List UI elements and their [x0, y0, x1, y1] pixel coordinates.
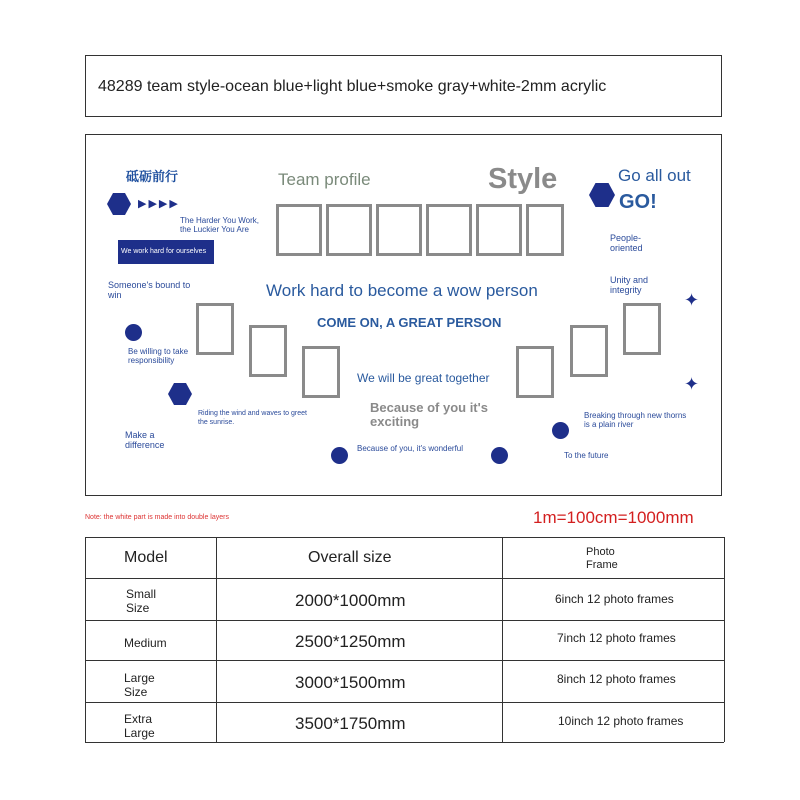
row-frame: 8inch 12 photo frames: [557, 672, 676, 686]
row-model: Large Size: [124, 671, 155, 699]
photo-frame: [476, 204, 522, 256]
team-profile-heading: Team profile: [278, 170, 371, 189]
work-hard-ourselves-banner: We work hard for ourselves: [118, 240, 214, 264]
style-heading: Style: [488, 163, 558, 195]
photo-frame: [326, 204, 372, 256]
circle-icon: [491, 447, 508, 464]
circle-icon: [331, 447, 348, 464]
people-oriented-text: People-oriented: [610, 233, 643, 253]
overall-size-header: Overall size: [308, 549, 392, 566]
photo-frame: [376, 204, 422, 256]
photo-frame: [196, 303, 234, 355]
because-of-you-text: Because of you it's exciting: [370, 400, 488, 429]
chinese-motto: 砥砺前行: [126, 169, 179, 184]
unity-text: Unity and integrity: [610, 275, 649, 295]
photo-frame: [302, 346, 340, 398]
hexagon-icon: [168, 383, 192, 405]
come-on-text: COME ON, A GREAT PERSON: [317, 315, 502, 330]
photo-frame-header: Photo Frame: [586, 546, 618, 571]
row-size: 2500*1250mm: [295, 632, 406, 651]
to-future-text: To the future: [564, 451, 609, 460]
row-size: 3000*1500mm: [295, 673, 406, 692]
photo-frame: [570, 325, 608, 377]
work-hard-wow-text: Work hard to become a wow person: [266, 281, 538, 300]
row-size: 3500*1750mm: [295, 714, 406, 733]
someone-bound-text: Someone's bound to win: [108, 280, 191, 300]
star-icon: ✦: [684, 290, 700, 310]
go-text: GO!: [619, 191, 657, 213]
star-icon: ✦: [684, 374, 700, 394]
great-together-text: We will be great together: [357, 371, 490, 385]
go-all-out-text: Go all out: [618, 166, 691, 185]
product-title-box: [85, 55, 722, 117]
photo-frame: [623, 303, 661, 355]
make-difference-text: Make a difference: [125, 430, 165, 450]
photo-frame: [516, 346, 554, 398]
photo-frame: [526, 204, 564, 256]
harder-work-text: The Harder You Work, the Luckier You Are: [180, 216, 260, 234]
row-model: Extra Large: [124, 712, 155, 740]
row-size: 2000*1000mm: [295, 591, 406, 610]
double-layer-note: Note: the white part is made into double layers: [85, 514, 229, 521]
row-model: Small Size: [126, 587, 157, 615]
arrow-icons: ▶▶▶▶: [138, 198, 180, 210]
hexagon-icon: [107, 193, 131, 215]
photo-frame: [249, 325, 287, 377]
row-frame: 7inch 12 photo frames: [557, 631, 676, 645]
hexagon-icon: [589, 183, 615, 207]
row-model: Medium: [124, 636, 167, 650]
row-frame: 6inch 12 photo frames: [555, 592, 674, 606]
because-wonderful-text: Because of you, it's wonderful: [357, 444, 464, 453]
product-title: 48289 team style-ocean blue+light blue+smoke gray+white-2mm acrylic: [98, 78, 607, 95]
photo-frame: [426, 204, 472, 256]
circle-icon: [552, 422, 569, 439]
wall-sticker-preview: [85, 134, 722, 496]
circle-icon: [125, 324, 142, 341]
willing-text: Be willing to take responsibility: [128, 347, 189, 365]
breaking-thorns-text: Breaking through new thorns is a plain river: [584, 411, 687, 429]
scale-text: 1m=100cm=1000mm: [533, 508, 694, 527]
photo-frame: [276, 204, 322, 256]
model-header: Model: [124, 549, 168, 566]
row-frame: 10inch 12 photo frames: [558, 714, 684, 728]
riding-wind-text: Riding the wind and waves to greet the sunrise.: [198, 410, 307, 426]
